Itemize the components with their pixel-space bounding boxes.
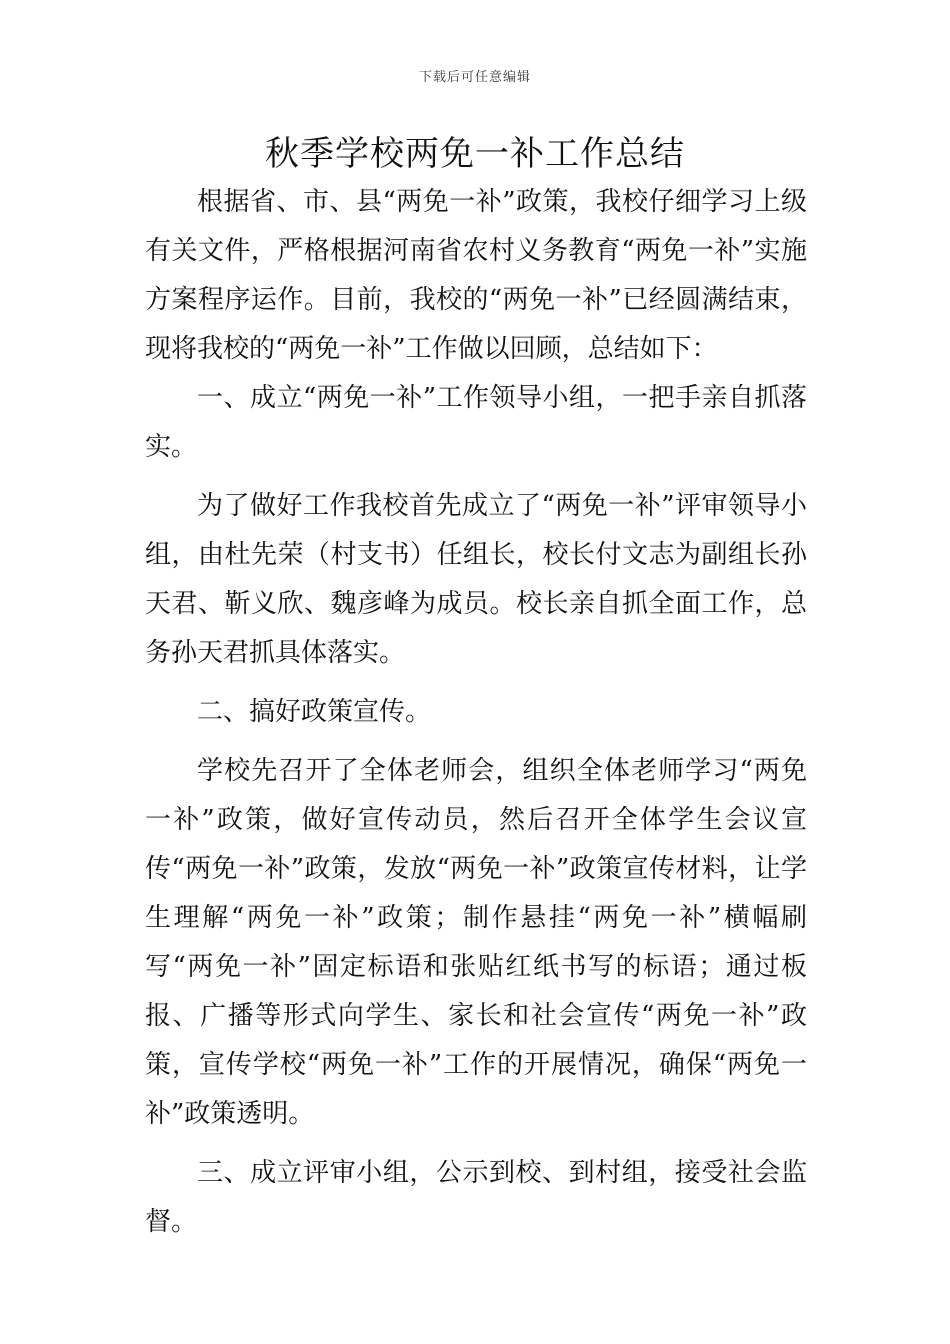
paragraph-intro: 根据省、市、县“两免一补”政策，我校仔细学习上级有关文件，严格根据河南省农村义务教育“两免一补”实施方案程序运作。目前，我校的“两免一补”已经圆满结束，现将我校的“两免一补”工作做以回顾，总结如下： (145, 187, 807, 364)
section-heading-2: 二、搞好政策宣传。 (197, 697, 432, 727)
paragraph-section-1: 为了做好工作我校首先成立了“两免一补”评审领导小组，由杜先荣（村支书）任组长，校长付文志为副组长孙天君、靳义欣、魏彦峰为成员。校长亲自抓全面工作，总务孙天君抓具体落实。 (145, 491, 807, 668)
section-heading-1: 一、成立“两免一补”工作领导小组，一把手亲自抓落实。 (145, 383, 807, 462)
header-note: 下载后可任意编辑 (418, 70, 531, 85)
section-heading-3: 三、成立评审小组，公示到校、到村组，接受社会监督。 (145, 1158, 807, 1237)
document-body (145, 178, 807, 1247)
document-title: 秋季学校两免一补工作总结 (265, 134, 685, 174)
paragraph-section-2: 学校先召开了全体老师会，组织全体老师学习“两免一补”政策，做好宣传动员，然后召开全体学生会议宣传“两免一补”政策，发放“两免一补”政策宣传材料，让学生理解“两免一补”政策；制作悬挂“两免一补”横幅刷写“两免一补”固定标语和张贴红纸书写的标语；通过板报、广播等形式向学生、家长和社会宣传“两免一补”政策，宣传学校“两免一补”工作的开展情况，确保“两免一补”政策透明。 (145, 756, 807, 1129)
